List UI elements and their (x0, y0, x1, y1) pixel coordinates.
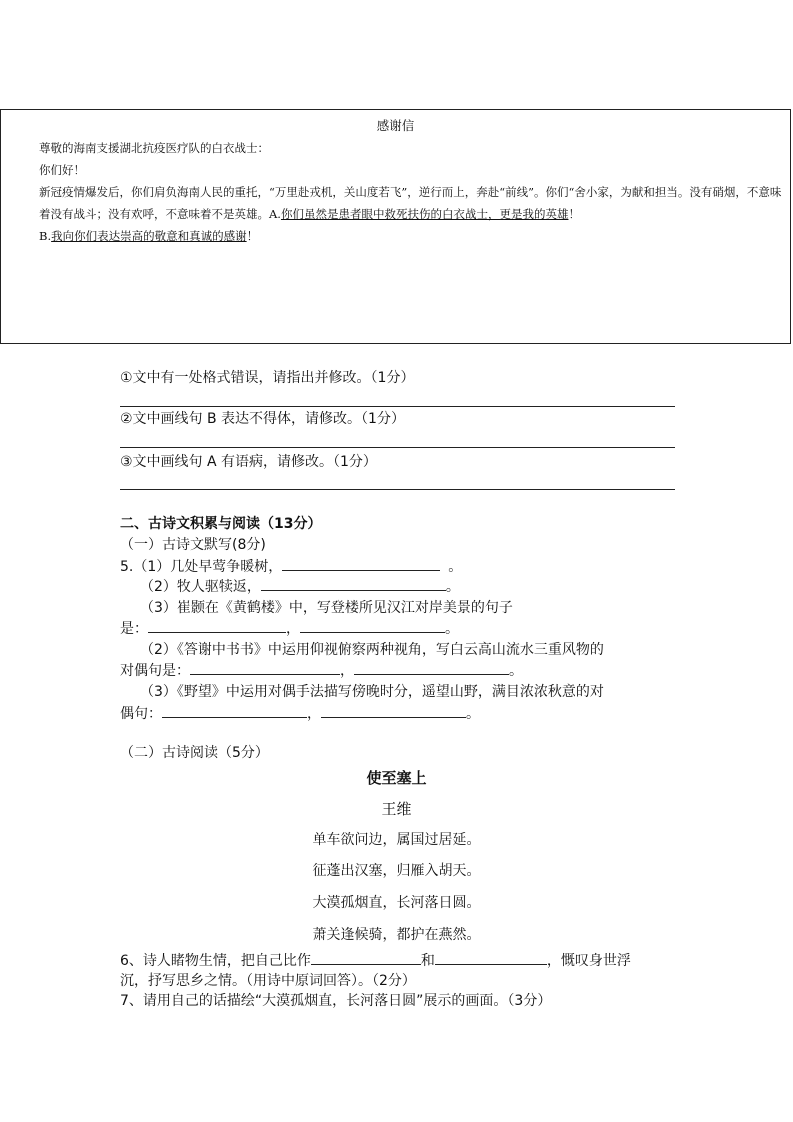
fill-line-2 (140, 576, 460, 596)
blank-3b[interactable] (300, 618, 445, 633)
para1-end: ！ (568, 207, 580, 221)
fill-line-3b-prefix: 是： (120, 621, 148, 637)
fill-line-1-end: 。 (448, 559, 463, 575)
answer-line-1[interactable] (120, 406, 675, 407)
fill-line-5: （3）《野望》中运用对偶手法描写傍晚时分，遥望山野，满目浓浓秋意的对 (140, 684, 604, 700)
question-6-prefix: 6、诗人睹物生情，把自己比作 (120, 953, 311, 969)
fill-line-3b (120, 618, 459, 638)
letter-salutation: 尊敬的海南支援湖北抗疫医疗队的白衣战士： (39, 141, 269, 155)
blank-2[interactable] (261, 576, 446, 591)
blank-3a[interactable] (148, 618, 286, 633)
fill-line-2-text: （2）牧人驱犊返， (140, 579, 261, 595)
question-3: ③文中画线句 A 有语病，请修改。（1分） (120, 454, 377, 470)
letter-paragraph-2 (15, 225, 782, 247)
poem-title: 使至塞上 (366, 769, 427, 787)
fill-line-2-end: 。 (445, 579, 460, 595)
para2-prefix: B. (39, 229, 52, 243)
blank-1[interactable] (282, 556, 440, 571)
poem-line-4: 萧关逢候骑，都护在燕然。 (312, 927, 481, 943)
fill-line-4b-prefix: 对偶句是： (120, 663, 190, 679)
subsection-1-heading: （一）古诗文默写(8分) (120, 537, 266, 553)
comma-5: ， (307, 706, 321, 722)
period-3: 。 (445, 621, 459, 637)
blank-4a[interactable] (190, 660, 340, 675)
letter-greeting: 你们好！ (39, 163, 85, 177)
period-4: 。 (509, 663, 523, 679)
comma-3: ， (286, 621, 300, 637)
blank-4b[interactable] (354, 660, 509, 675)
poem-line-2: 征蓬出汉塞，归雁入胡天。 (312, 863, 481, 879)
para1-text: 新冠疫情爆发后，你们肩负海南人民的重托，“万里赴戎机，关山度若飞”，逆行而上，奔赴“前线”。你们“舍小家，为献和担当。没有硝烟，不意味着没有战斗；没有欢呼，不意味着不是英雄。A. (39, 185, 782, 221)
fill-line-4: （2）《答谢中书书》中运用仰视俯察两种视角，写白云高山流水三重风物的 (140, 642, 604, 658)
fill-line-3: （3）崔颢在《黄鹤楼》中，写登楼所见汉江对岸美景的句子 (140, 600, 513, 616)
poem-line-1: 单车欲问边，属国过居延。 (312, 832, 481, 848)
question-7: 7、请用自己的话描绘“大漠孤烟直，长河落日圆”展示的画面。（3分） (120, 993, 552, 1009)
fill-line-5b-prefix: 偶句： (120, 706, 162, 722)
blank-6a[interactable] (311, 950, 421, 965)
fill-line-1 (120, 556, 462, 576)
underlined-sentence-b: 我向你们表达崇高的敬意和真诚的感谢 (51, 229, 247, 243)
letter-box (0, 109, 791, 344)
comma-4: ， (340, 663, 354, 679)
subsection-2-heading: （二）古诗阅读（5分） (120, 745, 269, 761)
blank-5a[interactable] (162, 703, 307, 718)
para2-end: ！ (246, 229, 259, 243)
answer-line-2[interactable] (120, 447, 675, 448)
letter-title: 感谢信 (376, 118, 415, 133)
question-2: ②文中画线句 B 表达不得体，请修改。（1分） (120, 411, 405, 427)
question-6-suffix: ，慨叹身世浮 (546, 953, 631, 969)
question-6-line-2: 沉，抒写思乡之情。（用诗中原词回答）。（2分） (120, 973, 416, 989)
fill-line-4b (120, 660, 523, 680)
section-heading: 二、古诗文积累与阅读（13分） (120, 516, 322, 532)
blank-6b[interactable] (435, 950, 547, 965)
question-6-mid: 和 (420, 953, 435, 969)
fill-line-5b (120, 703, 480, 723)
question-6 (120, 950, 631, 970)
question-1: ①文中有一处格式错误，请指出并修改。（1分） (120, 370, 415, 386)
underlined-sentence-a: 你们虽然是患者眼中救死扶伤的白衣战士，更是我的英雄 (280, 207, 569, 221)
answer-line-3[interactable] (120, 489, 675, 490)
letter-body (15, 137, 782, 247)
fill-line-1-text: 5.（1）几处早莺争暖树， (120, 559, 283, 575)
letter-paragraph-1 (15, 181, 782, 225)
blank-5b[interactable] (321, 703, 466, 718)
period-5: 。 (466, 706, 480, 722)
poem-author: 王维 (381, 800, 412, 818)
poem-line-3: 大漠孤烟直，长河落日圆。 (312, 895, 481, 911)
